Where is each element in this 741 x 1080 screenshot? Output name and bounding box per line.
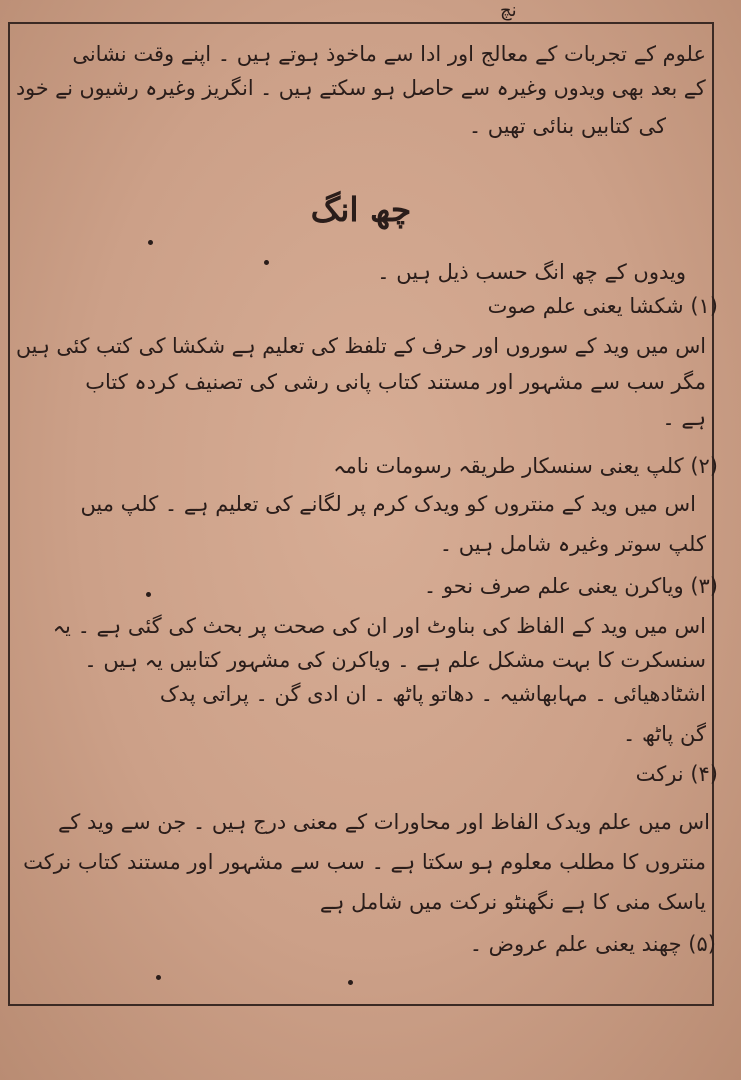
section-1-line-3: ہے ۔ (662, 406, 706, 430)
section-3-line-1: اس میں وید کے الفاظ کی بناوٹ اور ان کی صحت پر بحث کی گئی ہے ۔ یہ (52, 614, 706, 638)
section-2-line-2: کلپ سوتر وغیرہ شامل ہیں ۔ (439, 532, 706, 556)
section-3-line-4: گن پاٹھ ۔ (623, 722, 706, 746)
ink-speck (156, 975, 161, 980)
intro-line-3: کی کتابیں بنائی تھیں ۔ (468, 114, 666, 138)
subheading: ویدوں کے چھ انگ حسب ذیل ہیں ۔ (377, 260, 686, 284)
section-1-line-2: مگر سب سے مشہور اور مستند کتاب پانی رشی کی تصنیف کردہ کتاب (85, 370, 706, 394)
section-3-title: (۳) ویاکرن یعنی علم صرف نحو ۔ (423, 574, 718, 598)
section-1-line-1: اس میں وید کے سوروں اور حرف کے تلفظ کی تعلیم ہے شکشا کی کتب کئی ہیں (15, 334, 706, 358)
section-4-line-3: یاسک منی کا ہے نگھنٹو نرکت میں شامل ہے (319, 890, 706, 914)
section-1-title: (۱) شکشا یعنی علم صوت (487, 294, 718, 318)
section-3-line-2: سنسکرت کا بہت مشکل علم ہے ۔ ویاکرن کی مشہور کتابیں یہ ہیں ۔ (84, 648, 706, 672)
document-page (15, 30, 718, 1000)
section-5-title: (۵) چھند یعنی علم عروض ۔ (469, 932, 716, 956)
section-4-title: (۴) نرکت (635, 762, 718, 786)
section-4-line-1: اس میں علم ویدک الفاظ اور محاورات کے معنی درج ہیں ۔ جن سے وید کے (58, 810, 710, 834)
section-4-line-2: منتروں کا مطلب معلوم ہو سکتا ہے ۔ سب سے مشہور اور مستند کتاب نرکت (23, 850, 706, 874)
top-fragment: نچ (500, 0, 517, 21)
section-2-line-1: اس میں وید کے منتروں کو ویدک کرم پر لگانے کی تعلیم ہے ۔ کلپ میں (80, 492, 696, 516)
section-2-title: (۲) کلپ یعنی سنسکار طریقہ رسومات نامہ (333, 454, 718, 478)
intro-line-1: علوم کے تجربات کے معالج اور ادا سے ماخوذ ہوتے ہیں ۔ اپنے وقت نشانی (72, 42, 706, 66)
ink-speck (148, 240, 153, 245)
intro-line-2: کے بعد بھی ویدوں وغیرہ سے حاصل ہو سکتے ہیں ۔ انگریز وغیرہ رشیوں نے خود (16, 76, 706, 100)
ink-speck (264, 260, 269, 265)
ink-speck (348, 980, 353, 985)
main-heading: چھ انگ (310, 190, 412, 229)
ink-speck (146, 592, 151, 597)
section-3-line-3: اشٹادھیائی ۔ مہابھاشیہ ۔ دھاتو پاٹھ ۔ ان ادی گن ۔ پراتی پدک (159, 682, 706, 706)
